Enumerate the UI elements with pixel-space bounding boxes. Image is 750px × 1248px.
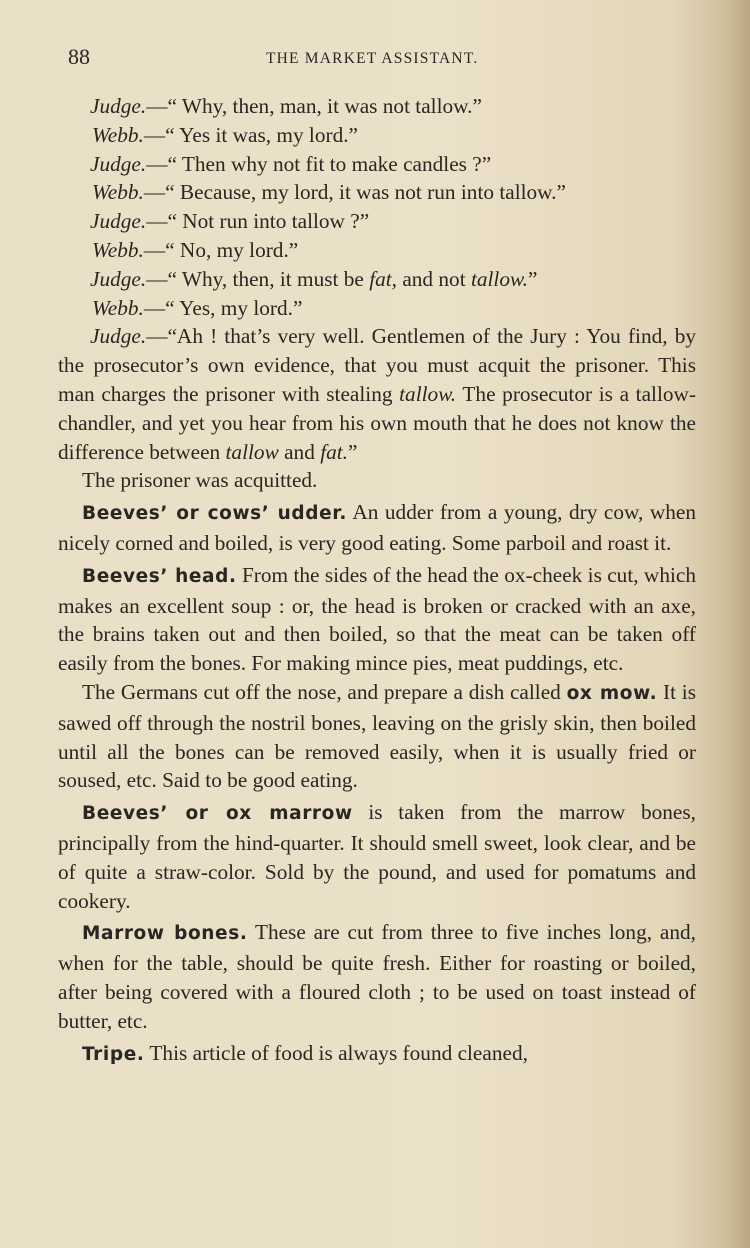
paragraph-text: —“Ah ! that’s very well. Gentlemen of the Jury : You find, by the prosecutor’s own evidence, that you must acquit the prisoner. This man charges the prisoner with stealing	[58, 324, 696, 406]
entry-text: From the sides of the head the ox-cheek is cut, which makes an excellent soup : or, the head is broken or cracked with an axe, the brains taken out and then boiled, so that the meat can be taken off easily from the bones. For making mince pies, meat puddings, etc.	[58, 562, 696, 676]
dialogue-text: —“ Yes, my lord.”	[143, 295, 303, 320]
entry-heading: Beeves’ head.	[82, 565, 237, 587]
entry-text: An udder from a young, dry cow, when nicely corned and boiled, is very good eating. Some parboil and roast it.	[58, 500, 696, 555]
dialogue-text: —“ Why, then, man, it was not tallow.”	[146, 94, 482, 118]
page-header	[68, 44, 708, 74]
speaker-name: Webb.	[92, 237, 144, 262]
entry-tripe	[58, 1039, 696, 1070]
dialogue-line	[58, 265, 696, 294]
dialogue-line	[58, 150, 696, 179]
dialogue-text: and not	[397, 266, 471, 291]
emphasis-word: tallow	[225, 439, 279, 464]
speaker-name: Webb.	[92, 295, 144, 320]
speaker-name: Judge.	[90, 94, 147, 118]
speaker-name: Webb.	[92, 180, 144, 205]
speaker-name: Judge.	[90, 324, 147, 349]
speaker-name: Judge.	[90, 151, 147, 176]
dialogue-line	[58, 236, 696, 265]
entry-heading: Marrow bones.	[82, 923, 248, 945]
entry-heading: Tripe.	[82, 1043, 145, 1065]
dialogue-text: —“ No, my lord.”	[143, 237, 299, 262]
entry-ox-mow	[58, 678, 696, 795]
dialogue-line	[58, 207, 696, 236]
entry-text: These are cut from three to five inches long, and, when for the table, should be quite fresh. Either for roasting or boiled, after being covered with a floured cloth ; to be used on toast instead of butter, etc.	[58, 920, 696, 1033]
paragraph-text: ”	[348, 439, 358, 464]
entry-text: This article of food is always found cleaned,	[144, 1040, 528, 1065]
dialogue-text: —“ Not run into tallow ?”	[146, 209, 370, 234]
judge-final-paragraph	[58, 322, 696, 466]
running-title: THE MARKET ASSISTANT.	[266, 50, 479, 67]
dialogue-text: —“ Then why not fit to make candles ?”	[146, 151, 492, 176]
dialogue-text: —“ Why, then, it must be	[146, 266, 370, 291]
emphasis-word: tallow.	[399, 381, 457, 406]
page-body	[58, 92, 696, 1069]
acquittal-line: The prisoner was acquitted.	[82, 468, 318, 493]
emphasis-word: fat.	[320, 439, 348, 464]
entry-heading: Beeves’ or ox marrow	[82, 803, 353, 825]
entry-head	[58, 561, 696, 678]
entry-marrow-bones	[58, 918, 696, 1035]
entry-text: is taken from the marrow bones, principally from the hind-quarter. It should smell sweet, look clear, and be of quite a straw-color. Sold by the pound, and used for pomatums and cookery.	[58, 800, 696, 913]
dialogue-line	[58, 178, 696, 207]
emphasis-word: tallow.	[470, 266, 528, 291]
dialogue-line	[58, 92, 696, 121]
entry-udder	[58, 498, 696, 558]
entry-text: The Germans cut off the nose, and prepare a dish called	[82, 679, 567, 704]
entry-marrow	[58, 798, 696, 915]
page-number: 88	[68, 44, 90, 69]
entry-heading: ox mow.	[566, 682, 658, 704]
speaker-name: Webb.	[92, 122, 144, 147]
dialogue-line	[58, 294, 696, 323]
dialogue-text: —“ Because, my lord, it was not run into tallow.”	[143, 180, 566, 205]
speaker-name: Judge.	[90, 266, 147, 291]
paragraph-text: and	[278, 439, 321, 464]
dialogue-text: ”	[527, 266, 538, 291]
paragraph-text: The prosecutor is a tallow-chandler, and yet you hear from his own mouth that he does not know the difference between	[58, 381, 696, 464]
emphasis-word: fat,	[369, 266, 397, 291]
entry-text: It is sawed off through the nostril bones, leaving on the grisly skin, then boiled until all the bones can be removed easily, when it is usually fried or soused, etc. Said to be good eating.	[58, 679, 696, 793]
dialogue-line	[58, 121, 696, 150]
dialogue-text: —“ Yes it was, my lord.”	[143, 122, 359, 147]
speaker-name: Judge.	[90, 209, 147, 234]
entry-heading: Beeves’ or cows’ udder.	[82, 503, 347, 525]
